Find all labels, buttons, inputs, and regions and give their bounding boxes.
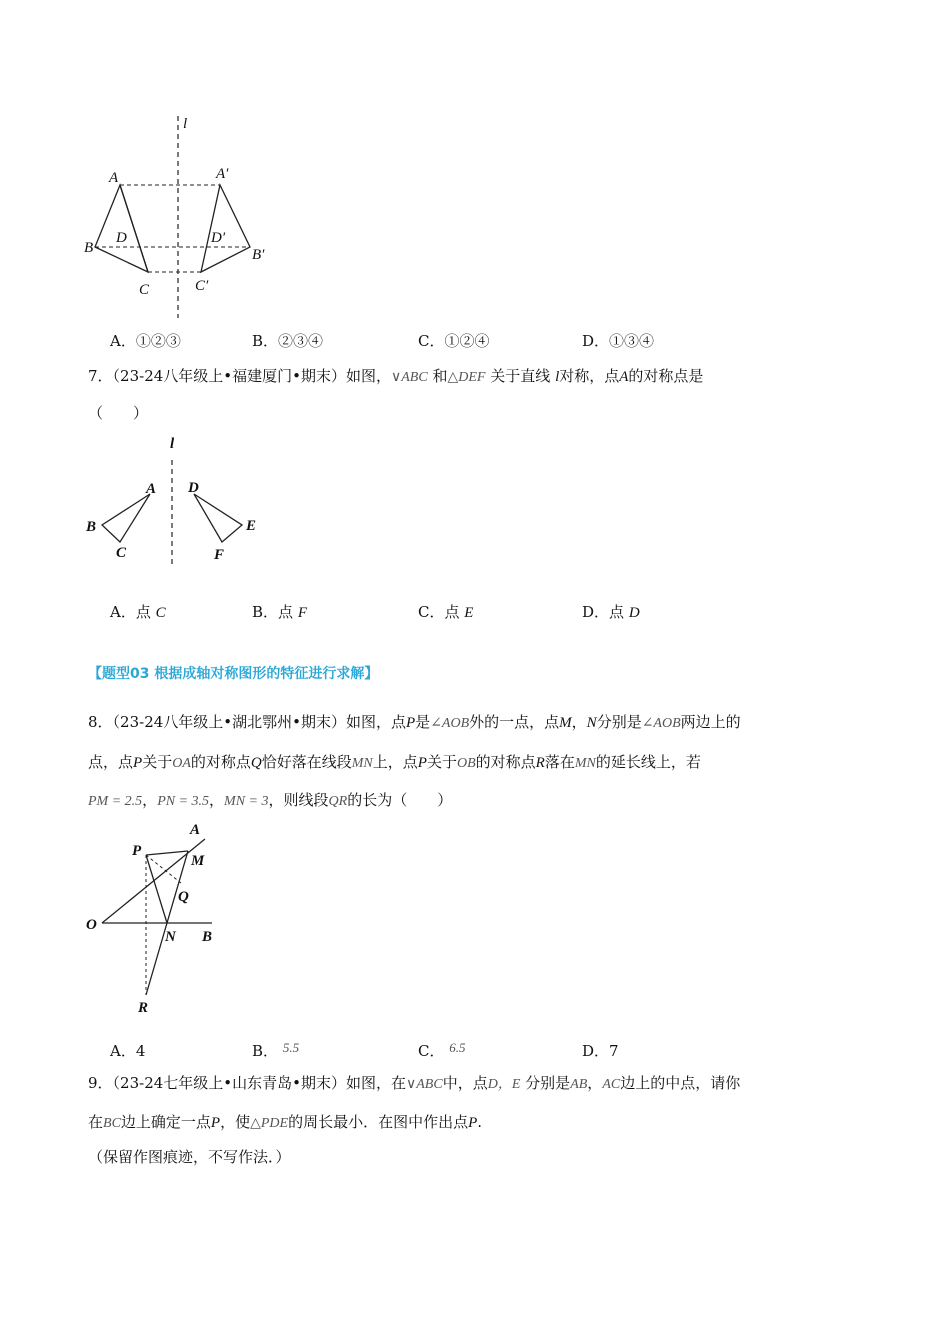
q7-option-c[interactable]: C．点 E: [418, 603, 474, 621]
q8-stem-line1: 8．（23-24八年级上•湖北鄂州•期末）如图，点P是∠AOB外的一点，点M，N分别是∠AOB两边上的: [88, 713, 741, 731]
section-heading-type-03: 【题型03 根据成轴对称图形的特征进行求解】: [88, 666, 379, 682]
label-P: P: [132, 843, 142, 859]
label-B: B: [84, 240, 94, 256]
label-A: A: [190, 822, 201, 838]
triangle-abc: [102, 494, 150, 542]
label-A: A: [146, 481, 157, 497]
q7-option-a[interactable]: A．点 C: [110, 603, 166, 621]
label-A-prime: A′: [216, 166, 229, 182]
label-Q: Q: [178, 889, 189, 905]
q7-answer-paren: （ ）: [88, 404, 149, 422]
label-l: l: [170, 436, 175, 452]
q8-option-c[interactable]: C． 6.5: [418, 1040, 466, 1060]
label-B: B: [202, 929, 213, 945]
figure-q8: [80, 815, 240, 1020]
segment-pn: [146, 855, 167, 923]
q8-stem-line2: 点，点P关于OA的对称点Q恰好落在线段MN上，点P关于OB的对称点R落在MN的延长线上，若: [88, 753, 701, 771]
label-R: R: [138, 1000, 149, 1016]
q8-option-d[interactable]: D．7: [582, 1042, 619, 1060]
label-F: F: [214, 547, 225, 563]
label-D-prime: D′: [211, 230, 226, 246]
label-M: M: [191, 853, 205, 869]
q9-stem-line1: 9．（23-24七年级上•山东青岛•期末）如图，在∨ABC中，点D，E 分别是AB，AC边上的中点，请你: [88, 1074, 741, 1092]
triangle-def: [194, 494, 242, 542]
segment-pm: [146, 851, 188, 855]
label-A: A: [109, 170, 119, 186]
triangle-abc: [95, 185, 148, 272]
label-C: C: [116, 545, 127, 561]
q6-option-d[interactable]: D．①③④: [582, 332, 655, 350]
q8-option-b[interactable]: B． 5.5: [252, 1040, 300, 1060]
figure-q6: [80, 110, 280, 325]
dashed-pq: [146, 855, 181, 883]
label-C: C: [139, 282, 150, 298]
q6-option-a[interactable]: A．①②③: [110, 332, 181, 350]
q9-note: （保留作图痕迹，不写作法．）: [88, 1148, 291, 1166]
label-B-prime: B′: [252, 247, 265, 263]
q8-stem-line3: PM = 2.5，PN = 3.5，MN = 3，则线段QR的长为（ ）: [88, 791, 453, 809]
q6-option-c[interactable]: C．①②④: [418, 332, 490, 350]
label-D: D: [116, 230, 127, 246]
segment-ac: [120, 185, 148, 272]
label-O: O: [86, 917, 97, 933]
q6-option-b[interactable]: B．②③④: [252, 332, 324, 350]
q7-stem: 7．（23-24八年级上•福建厦门•期末）如图，∨ABC 和△DEF 关于直线 l对称，点A的对称点是: [88, 367, 704, 385]
figure-q7: [80, 430, 280, 570]
q7-option-b[interactable]: B．点 F: [252, 603, 307, 621]
triangle-a2b2c2: [201, 185, 250, 272]
label-N: N: [165, 929, 176, 945]
q8-option-a[interactable]: A．4: [110, 1042, 146, 1060]
label-C-prime: C′: [195, 278, 209, 294]
label-l: l: [183, 116, 188, 132]
q9-stem-line2: 在BC边上确定一点P，使△PDE的周长最小．在图中作出点P.: [88, 1113, 483, 1131]
q7-option-d[interactable]: D．点 D: [582, 603, 640, 621]
label-D: D: [188, 480, 199, 496]
label-B: B: [86, 519, 97, 535]
label-E: E: [246, 518, 257, 534]
